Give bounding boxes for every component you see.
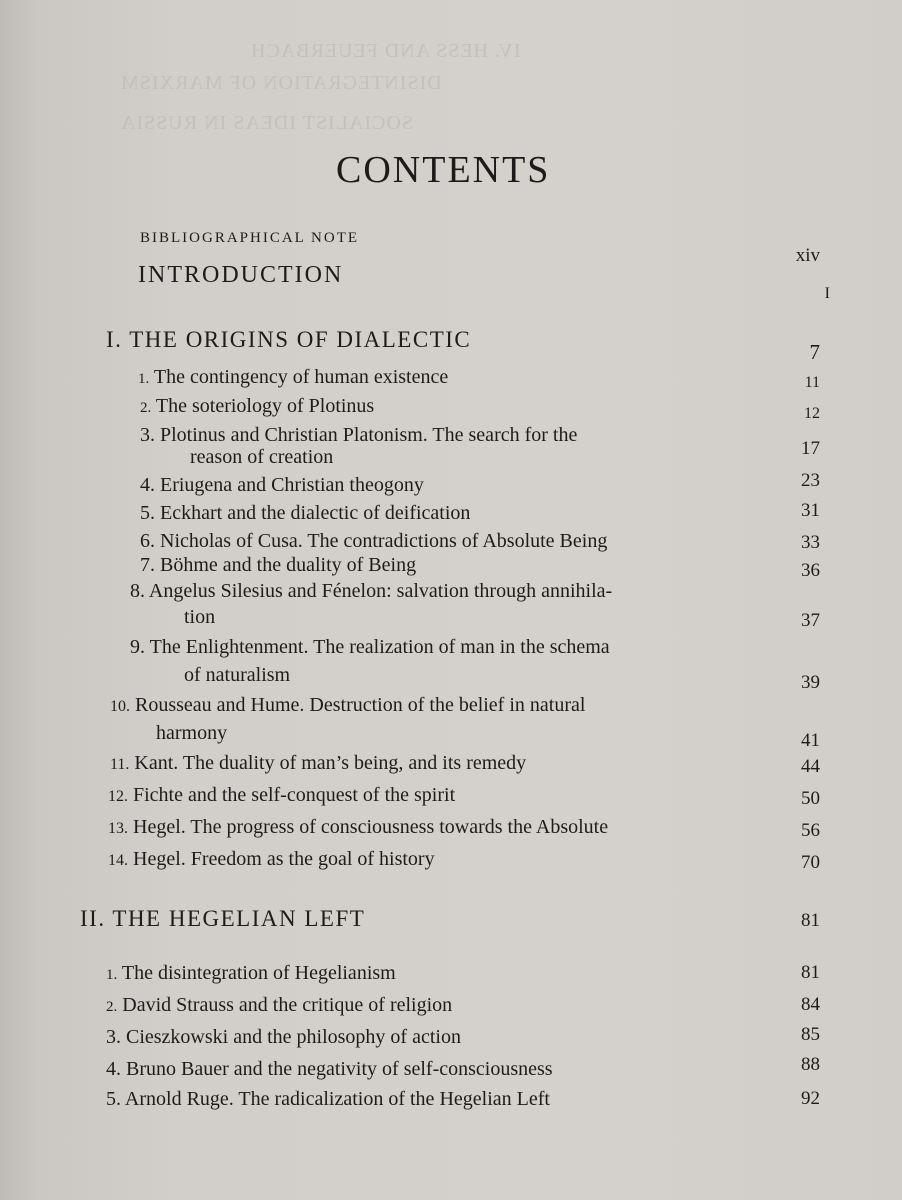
toc-entry: 5. Arnold Ruge. The radicalization of the Hegelian Left	[106, 1088, 550, 1110]
toc-entry-continuation: tion	[184, 606, 216, 628]
page-number: 33	[801, 532, 820, 553]
toc-entry: 3. Cieszkowski and the philosophy of action	[106, 1026, 461, 1048]
page-number: 17	[801, 438, 820, 459]
toc-entry: 6. Nicholas of Cusa. The contradictions of Absolute Being	[140, 530, 608, 552]
page-number: 56	[801, 820, 820, 841]
chapter-heading: I. THE ORIGINS OF DIALECTIC	[106, 327, 472, 352]
page-number: 7	[809, 340, 820, 364]
show-through-text: IV. HESS AND FEUERBACH	[250, 40, 521, 62]
page-number: 12	[804, 405, 820, 422]
page-number: 23	[801, 470, 820, 491]
toc-entry: 7. Böhme and the duality of Being	[140, 554, 417, 576]
page-number: I	[824, 285, 830, 302]
toc-entry: 9. The Enlightenment. The realization of man in the schema	[130, 636, 610, 658]
toc-entry: 11. Kant. The duality of man’s being, and its remedy	[110, 752, 527, 774]
toc-entry: 12. Fichte and the self-conquest of the spirit	[108, 784, 456, 806]
page-number: 39	[801, 672, 820, 693]
toc-entry: 13. Hegel. The progress of consciousness towards the Absolute	[108, 816, 609, 838]
page-number: 85	[801, 1024, 820, 1045]
toc-entry: 8. Angelus Silesius and Fénelon: salvation through annihila-	[130, 580, 613, 602]
page-number: 44	[801, 756, 820, 777]
toc-entry: 1. The disintegration of Hegelianism	[106, 962, 396, 984]
toc-entry: 10. Rousseau and Hume. Destruction of the belief in natural	[110, 694, 586, 716]
page-number: 92	[801, 1088, 820, 1109]
toc-entry-continuation: of naturalism	[184, 664, 291, 686]
page-number: 31	[801, 500, 820, 521]
chapter-heading: II. THE HEGELIAN LEFT	[80, 906, 366, 931]
page-number: xiv	[795, 245, 820, 266]
page-number: 41	[801, 730, 820, 751]
show-through-text: SOCIALIST IDEAS IN RUSSIA	[120, 112, 413, 134]
toc-entry: 2. The soteriology of Plotinus	[140, 395, 375, 417]
toc-entry: 4. Eriugena and Christian theogony	[140, 474, 424, 496]
page-number: 70	[801, 852, 820, 873]
page-title: CONTENTS	[336, 149, 551, 191]
toc-entry: 4. Bruno Bauer and the negativity of self-consciousness	[106, 1058, 553, 1080]
toc-entry: 14. Hegel. Freedom as the goal of history	[108, 848, 435, 870]
toc-entry-continuation: reason of creation	[190, 446, 334, 468]
page-number: 11	[804, 374, 820, 391]
toc-entry: 1. The contingency of human existence	[138, 366, 449, 388]
page-number: 50	[801, 788, 820, 809]
toc-entry: 2. David Strauss and the critique of religion	[106, 994, 453, 1016]
toc-bibliographical-note: BIBLIOGRAPHICAL NOTE	[140, 230, 360, 246]
page-number: 88	[801, 1054, 820, 1075]
page-number: 37	[801, 610, 820, 631]
toc-entry: 5. Eckhart and the dialectic of deification	[140, 502, 471, 524]
page-number: 81	[801, 962, 820, 983]
toc-entry: 3. Plotinus and Christian Platonism. The search for the	[140, 424, 578, 446]
page-number: 84	[801, 994, 820, 1015]
toc-introduction: INTRODUCTION	[138, 262, 344, 288]
toc-entry-continuation: harmony	[156, 722, 228, 744]
page-number: 36	[801, 560, 820, 581]
show-through-text: DISINTEGRATION OF MARXISM	[120, 72, 442, 94]
page-number: 81	[801, 910, 820, 931]
